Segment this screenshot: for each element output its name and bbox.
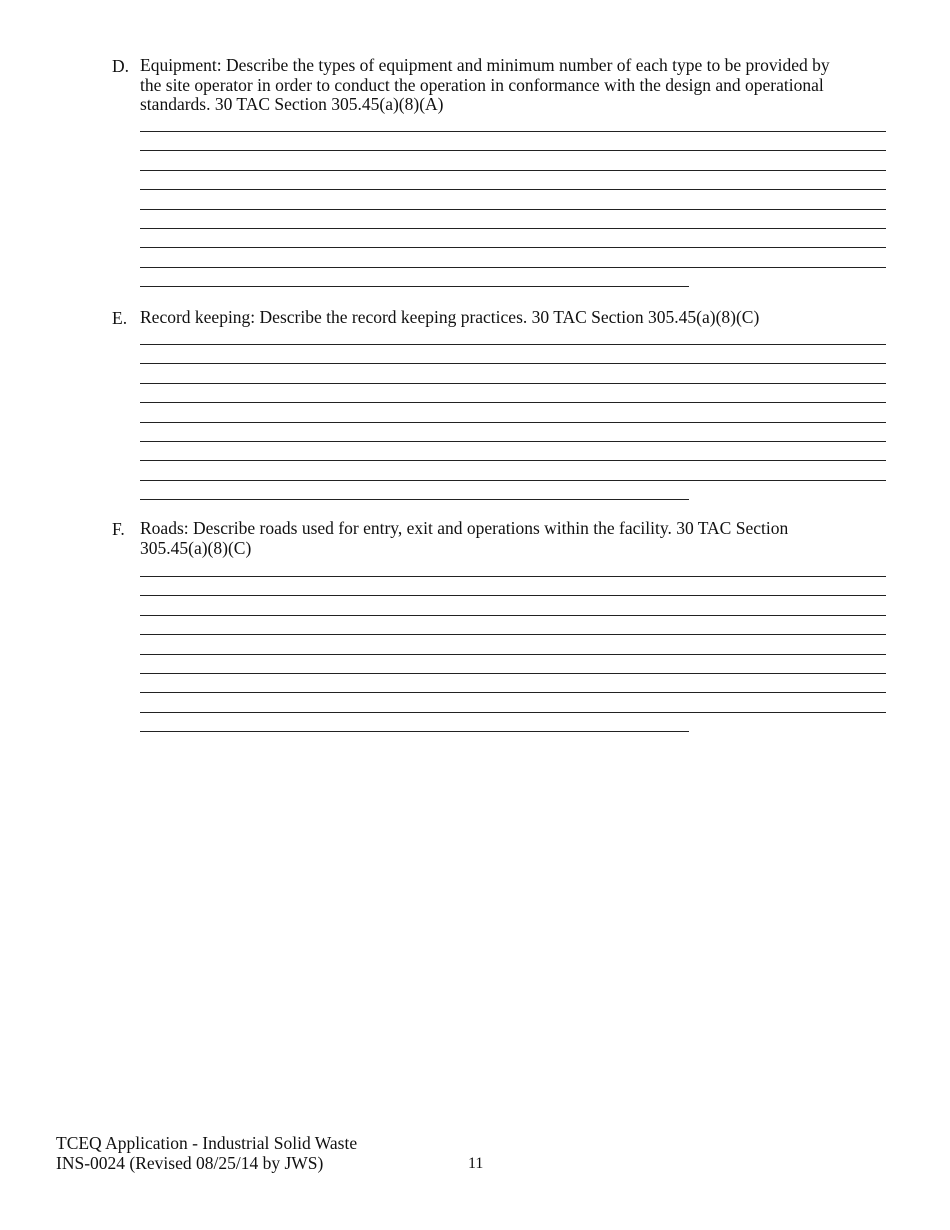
answer-line[interactable] [140, 441, 886, 442]
answer-line[interactable] [140, 712, 886, 713]
section-prompt [140, 56, 830, 115]
prompt-line: 305.45(a)(8)(C) [140, 537, 252, 558]
answer-line[interactable] [140, 731, 689, 732]
answer-line[interactable] [140, 383, 886, 384]
answer-line[interactable] [140, 595, 886, 596]
answer-line[interactable] [140, 286, 689, 287]
answer-line[interactable] [140, 344, 886, 345]
answer-line[interactable] [140, 692, 886, 693]
answer-line[interactable] [140, 131, 886, 132]
prompt-line: standards. 30 TAC Section 305.45(a)(8)(A) [140, 94, 444, 114]
answer-line[interactable] [140, 576, 886, 577]
section-letter: D. [112, 56, 130, 76]
answer-line[interactable] [140, 209, 886, 210]
answer-line[interactable] [140, 634, 886, 635]
answer-line[interactable] [140, 363, 886, 364]
section-letter: E. [112, 308, 128, 328]
section-letter: F. [112, 519, 125, 539]
footer-form-id: INS-0024 (Revised 08/25/14 by JWS) [56, 1152, 324, 1173]
answer-line[interactable] [140, 499, 689, 500]
footer-title: TCEQ Application - Industrial Solid Waste [56, 1133, 358, 1153]
prompt-line: Roads: Describe roads used for entry, exit and operations within the facility. 30 TAC Section [140, 518, 789, 538]
answer-line[interactable] [140, 480, 886, 481]
answer-line[interactable] [140, 402, 886, 403]
answer-line[interactable] [140, 615, 886, 616]
answer-line[interactable] [140, 189, 886, 190]
answer-line[interactable] [140, 422, 886, 423]
answer-line[interactable] [140, 170, 886, 171]
answer-line[interactable] [140, 228, 886, 229]
answer-line[interactable] [140, 267, 886, 268]
section-prompt [140, 519, 788, 558]
answer-line[interactable] [140, 247, 886, 248]
answer-line[interactable] [140, 460, 886, 461]
page-number: 11 [468, 1155, 484, 1172]
prompt-line: the site operator in order to conduct the operation in conformance with the design and operational [140, 74, 824, 95]
footer [56, 1134, 357, 1173]
answer-line[interactable] [140, 654, 886, 655]
answer-line[interactable] [140, 673, 886, 674]
prompt-line: Record keeping: Describe the record keeping practices. 30 TAC Section 305.45(a)(8)(C) [140, 307, 760, 327]
answer-line[interactable] [140, 150, 886, 151]
section-prompt [140, 308, 759, 328]
prompt-line: Equipment: Describe the types of equipment and minimum number of each type to be provided by [140, 55, 830, 75]
